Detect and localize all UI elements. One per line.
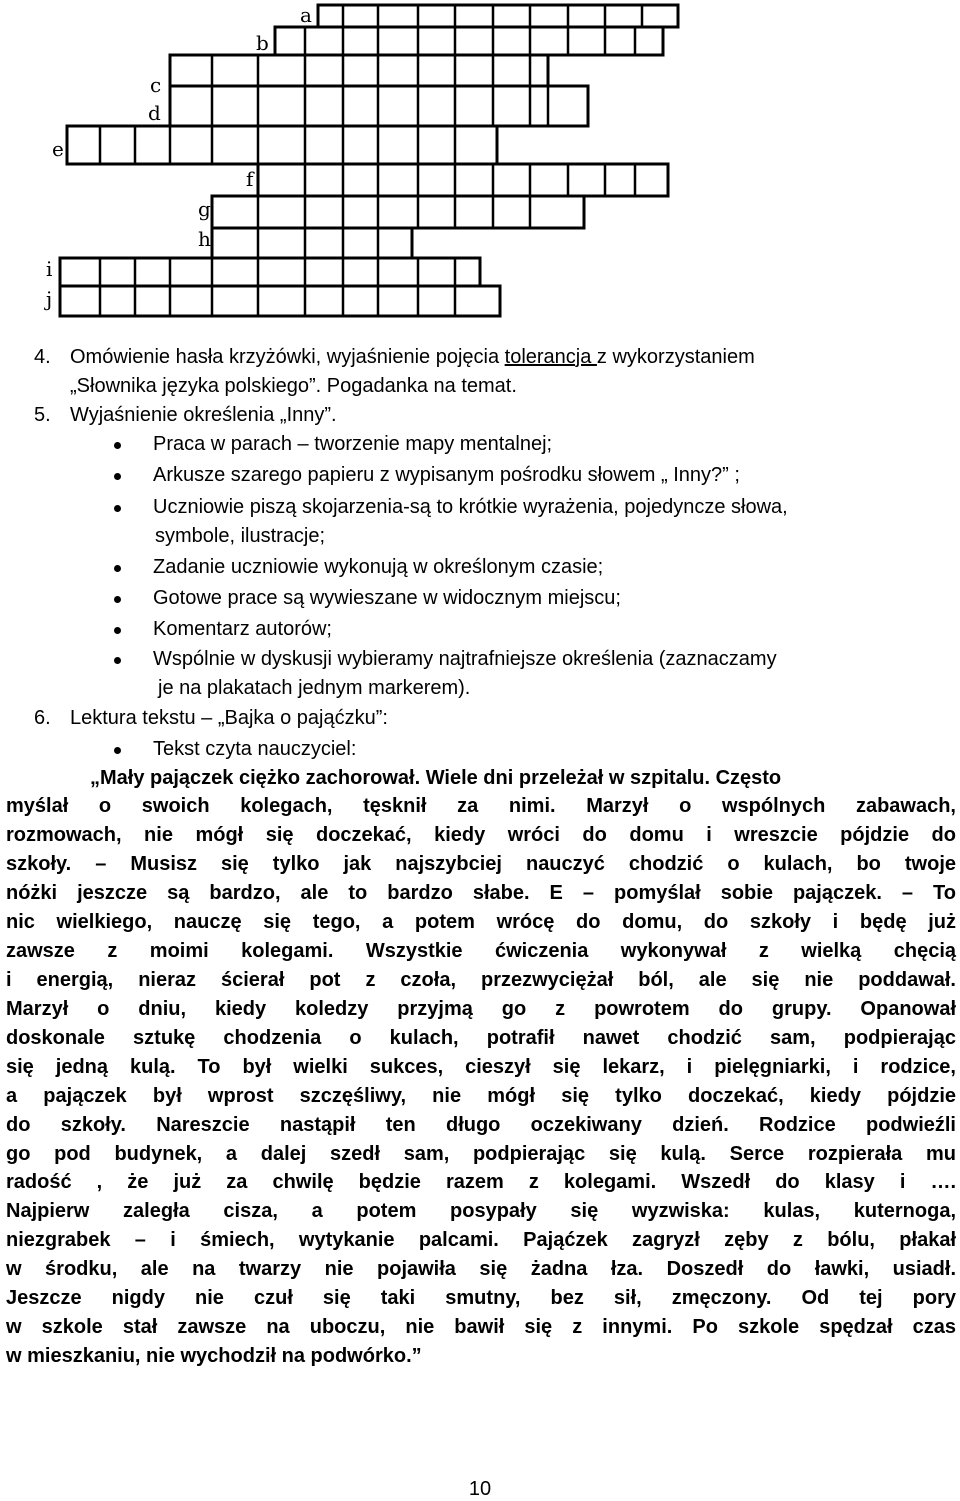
row-label-f: f [246,167,254,191]
story-line: Marzył o dniu, kiedy koledzy przyjmą go z powrotem do grupy. Opanował [6,998,956,1020]
story-line: a pajączek był wprost szczęśliwy, nie mógł się tylko doczekać, kiedy pójdzie [6,1085,956,1107]
item-4-text [70,343,755,372]
bullet-icon [114,657,121,664]
item-5-text: Wyjaśnienie określenia „Inny”. [70,404,337,426]
story-line: „Mały pajączek ciężko zachorował. Wiele dni przeleżał w szpitalu. Często [90,767,782,789]
bullet-item-7-text: Wspólnie w dyskusji wybieramy najtrafniejsze określenia (zaznaczamy [153,648,777,670]
story-line: w środku, ale na twarzy nie pojawiła się żadna łza. Doszedł do ławki, usiadł. [6,1258,956,1280]
story-line: rozmowach, nie mógł się doczekać, kiedy wróci do domu i wreszcie pójdzie do [6,824,956,846]
story-line: do szkoły. Nareszcie nastąpił ten długo oczekiwany dzień. Rodzice podwieźli [6,1114,956,1136]
bullet-item-3-line-2: symbole, ilustracje; [155,525,326,547]
story-line: niezgrabek – i śmiech, wytykanie palcami. Pająćzek zagryzł zęby z bólu, płakał [6,1229,956,1251]
crossword-grid [0,0,960,320]
keyword-tolerancja: tolerancja [504,346,597,368]
row-label-e: e [52,137,64,161]
story-line: myślał o swoich kolegach, tęsknił za nimi. Marzył o wspólnych zabawach, [6,795,956,817]
row-label-g: g [198,197,211,221]
bullet-item-4-text: Zadanie uczniowie wykonują w określonym czasie; [153,556,604,578]
bullet-item-5-text: Gotowe prace są wywieszane w widocznym miejscu; [153,587,621,609]
row-label-a: a [300,3,312,27]
page-number: 10 [468,1478,492,1500]
story-line: się jedną kulą. To był wielki sukces, cieszył się lekarz, i pielęgniarki, i rodzice, [6,1056,956,1078]
bullet-item-8-text: Tekst czyta nauczyciel: [153,738,357,760]
item-4-text-end: z wykorzystaniem [596,346,755,368]
bullet-item-3-text: Uczniowie piszą skojarzenia-są to krótkie wyrażenia, pojedyncze słowa, [153,496,788,518]
item-5-number: 5. [34,404,51,426]
bullet-icon [114,505,121,512]
bullet-item-2-text: Arkusze szarego papieru z wypisanym pośrodku słowem „ Inny?” ; [153,464,740,486]
bullet-icon [114,473,121,480]
row-label-i: i [46,257,53,281]
bullet-icon [114,565,121,572]
story-line: nic wielkiego, nauczę się tego, a potem wrócę do domu, do szkoły i będę już [6,911,956,933]
bullet-item-1-text: Praca w parach – tworzenie mapy mentalnej; [153,433,553,455]
story-line: zawsze z moimi kolegami. Wszystkie ćwiczenia wykonywał z wielką chęcią [6,940,956,962]
bullet-item-7-line-2: je na plakatach jednym markerem). [158,677,471,699]
bullet-icon [114,442,121,449]
row-label-h: h [198,227,211,251]
bullet-icon [114,627,121,634]
item-4-line-2: „Słownika języka polskiego”. Pogadanka na temat. [70,375,517,397]
story-line: radość , że już za chwilę będzie razem z kolegami. Wszedł do klasy i …. [6,1171,956,1193]
item-4-text-start: Omówienie hasła krzyżówki, wyjaśnienie pojęcia [70,346,505,368]
story-line: Najpierw zaległa cisza, a potem posypały się wyzwiska: kulas, kuternoga, [6,1200,956,1222]
row-label-b: b [256,31,269,55]
bullet-icon [114,747,121,754]
story-line: doskonale sztukę chodzenia o kulach, potrafił nawet chodzić sam, podpierając [6,1027,956,1049]
bullet-icon [114,596,121,603]
story-line: w mieszkaniu, nie wychodził na podwórko.” [6,1345,422,1367]
story-line: w szkole stał zawsze na uboczu, nie bawił się z innymi. Po szkole spędzał czas [6,1316,956,1338]
story-line: i energią, nieraz ścierał pot z czoła, przezwyciężał ból, ale się nie poddawał. [6,969,956,991]
bullet-item-6-text: Komentarz autorów; [153,618,332,640]
item-6-number: 6. [34,707,51,729]
row-label-d: d [148,101,161,125]
story-line: Jeszcze nigdy nie czuł się taki smutny, bez sił, zmęczony. Od tej pory [6,1287,956,1309]
story-line: szkoły. – Musisz się tylko jak najszybciej nauczyć chodzić o kulach, bo twoje [6,853,956,875]
story-line: nóżki jeszcze są bardzo, ale to bardzo słabe. E – pomyślał sobie pajączek. – To [6,882,956,904]
row-label-j: j [46,287,53,311]
row-label-c: c [150,73,162,97]
item-4-number: 4. [34,346,51,368]
story-line: go pod budynek, a dalej szedł sam, podpierając się kulą. Serce rozpierała mu [6,1143,956,1165]
item-6-text: Lektura tekstu – „Bajka o pająćzku”: [70,707,388,729]
